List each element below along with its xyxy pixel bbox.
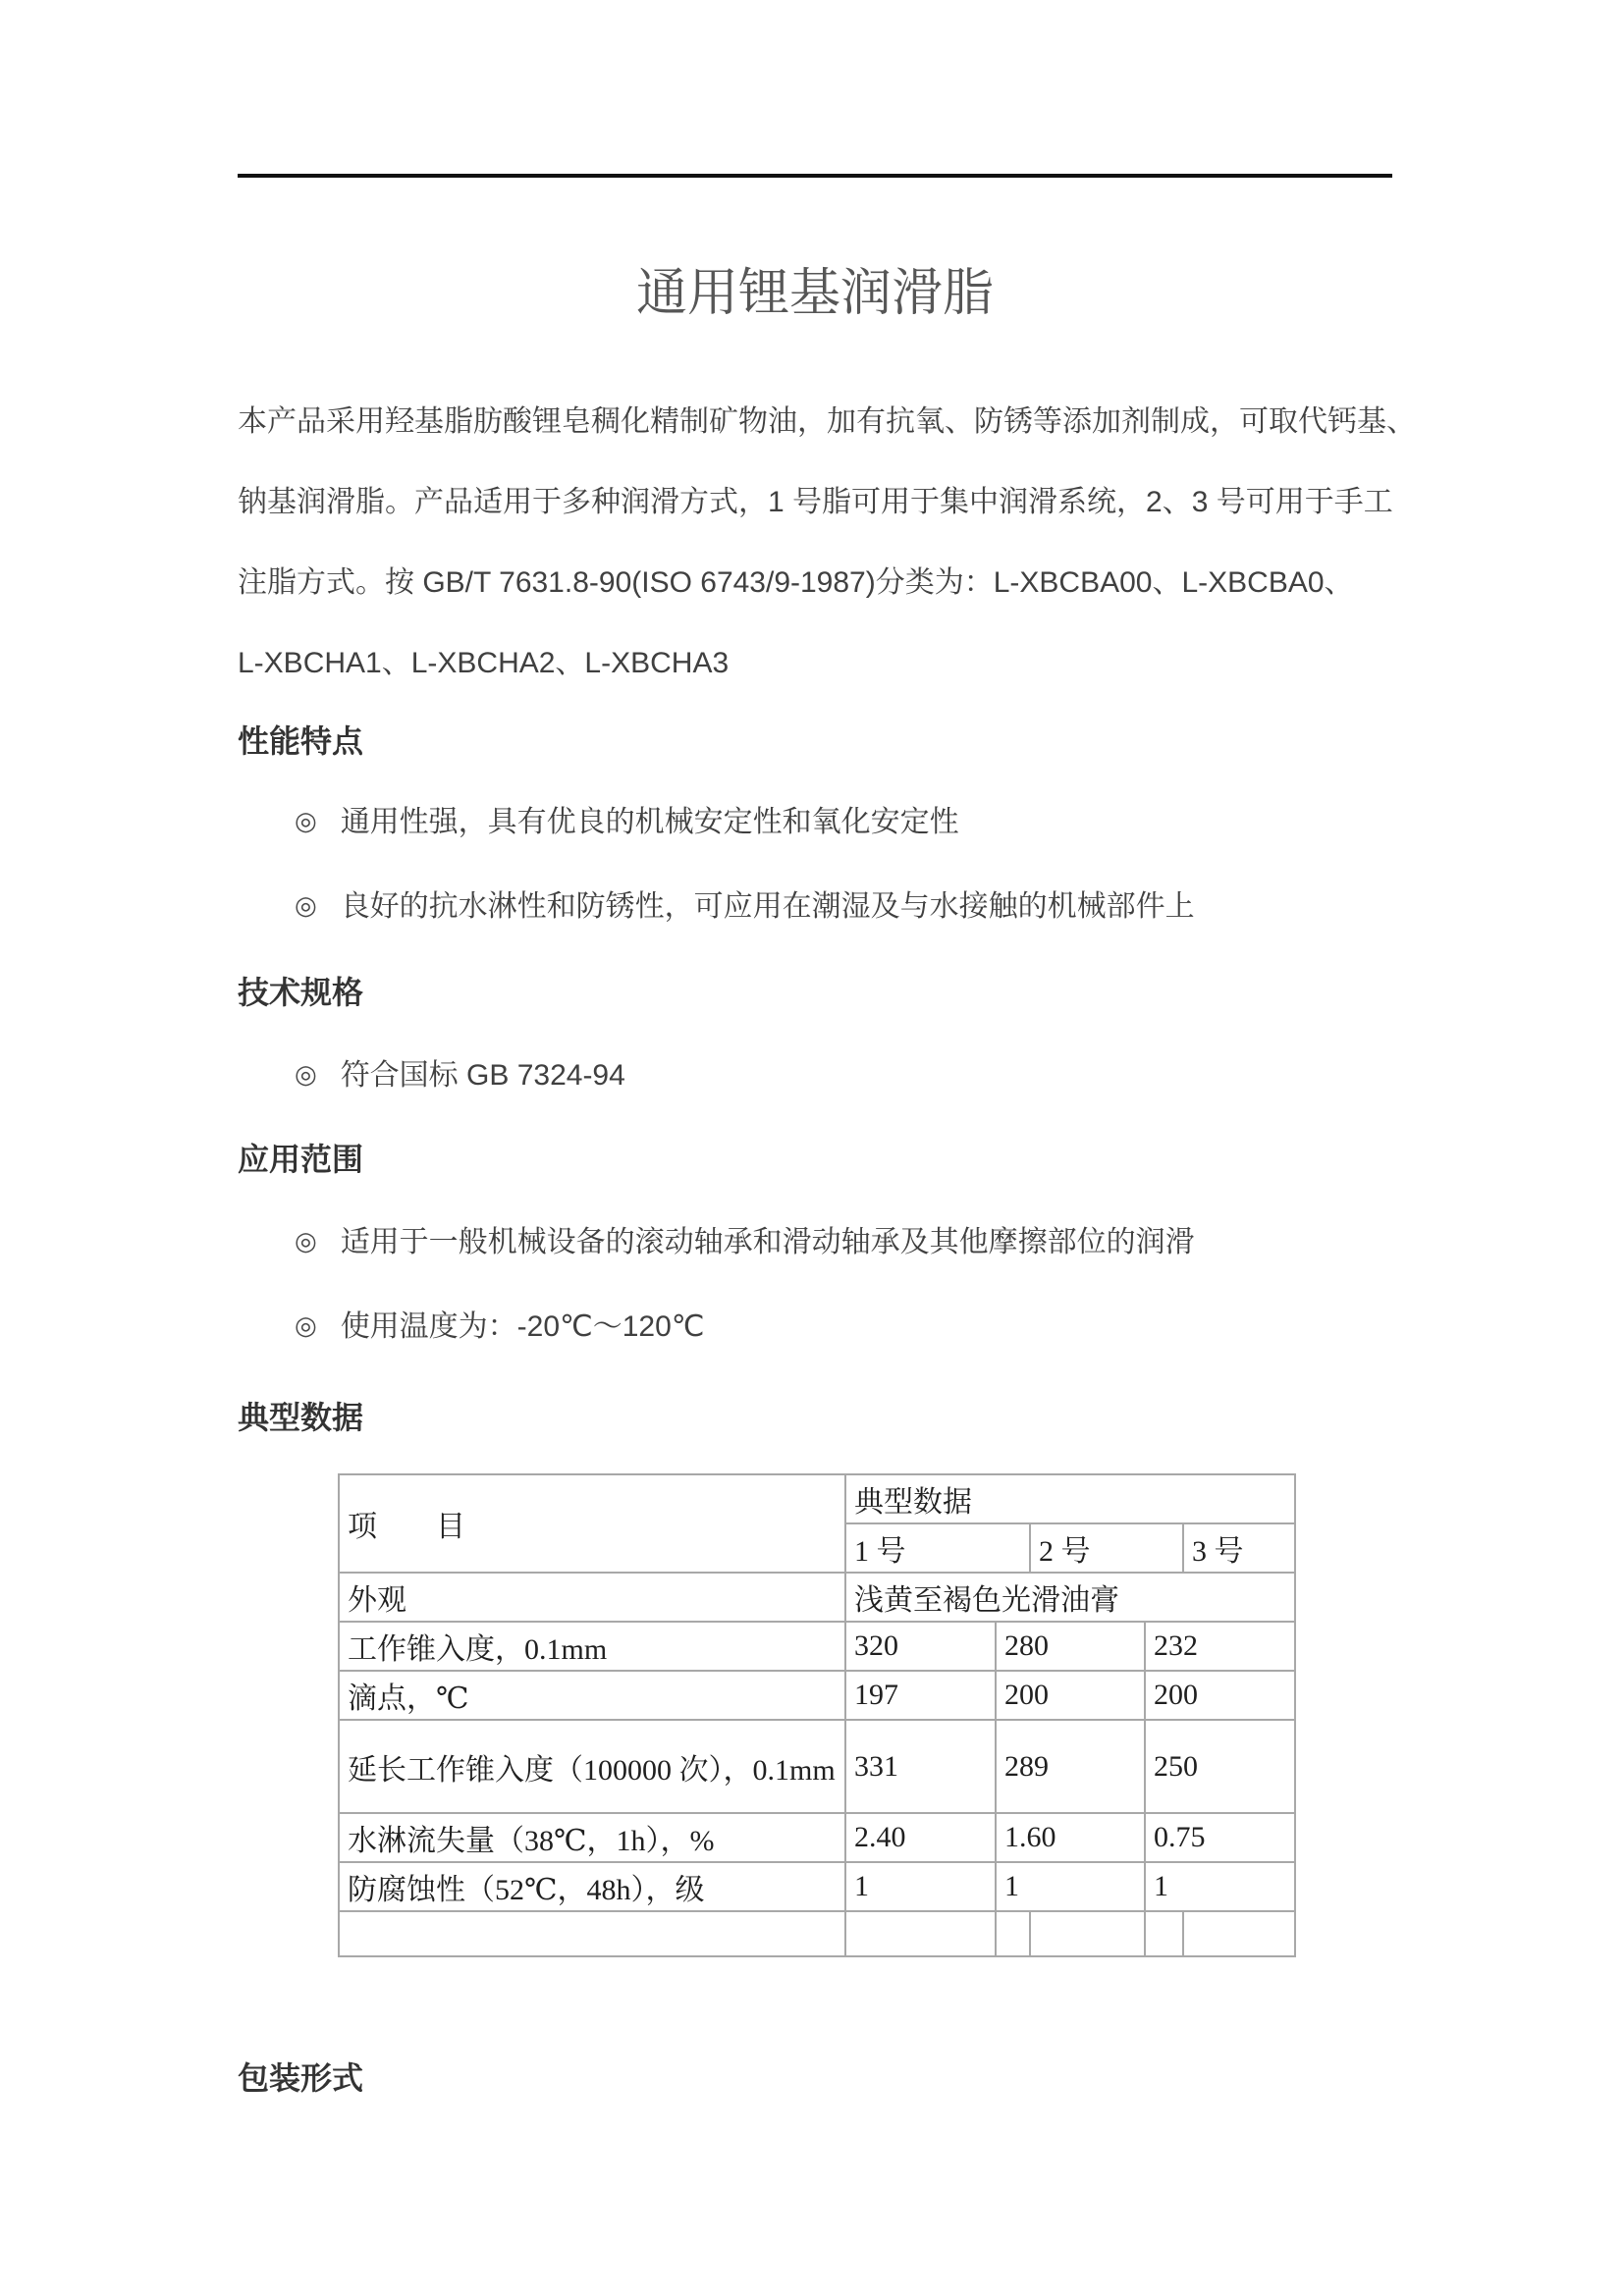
row-value: 280 (996, 1622, 1145, 1671)
intro-line: 钠基润滑脂。产品适用于多种润滑方式，1 号脂可用于集中润滑系统，2、3 号可用于手工 (238, 486, 1393, 518)
row-value: 2.40 (845, 1813, 996, 1862)
row-value: 1 (1145, 1862, 1295, 1911)
table-header-item: 项 目 (339, 1474, 845, 1573)
table-row-appearance (339, 1573, 1295, 1622)
table-header-grade-1: 1 号 (845, 1523, 1030, 1573)
empty-cell (996, 1911, 1030, 1956)
bullet-marker-icon: ◎ (295, 806, 317, 835)
section-heading-spec: 技术规格 (238, 975, 364, 1010)
row-label: 工作锥入度，0.1mm (339, 1622, 845, 1671)
row-label: 延长工作锥入度（100000 次），0.1mm (339, 1720, 845, 1813)
empty-cell (1145, 1911, 1183, 1956)
section-heading-application: 应用范围 (238, 1142, 364, 1177)
row-value: 1 (845, 1862, 996, 1911)
table-header-row-1 (339, 1474, 1295, 1523)
row-label: 水淋流失量（38℃，1h），% (339, 1813, 845, 1862)
bullet-item (238, 882, 1428, 932)
top-horizontal-rule (238, 174, 1392, 178)
bullet-text: 适用于一般机械设备的滚动轴承和滑动轴承及其他摩擦部位的润滑 (340, 1226, 1195, 1258)
bullet-item (238, 1051, 1428, 1100)
row-label: 外观 (339, 1573, 845, 1622)
row-value: 1.60 (996, 1813, 1145, 1862)
typical-data-table (338, 1473, 1296, 1957)
row-value: 320 (845, 1622, 996, 1671)
row-value: 331 (845, 1720, 996, 1813)
table-row (339, 1862, 1295, 1911)
empty-cell (845, 1911, 996, 1956)
bullet-text: 良好的抗水淋性和防锈性，可应用在潮湿及与水接触的机械部件上 (340, 890, 1195, 923)
bullet-text: 通用性强，具有优良的机械安定性和氧化安定性 (340, 806, 959, 838)
bullet-item (238, 798, 1428, 847)
document-title: 通用锂基润滑脂 (635, 265, 994, 322)
intro-paragraph (238, 382, 1428, 704)
table-header-grade-2: 2 号 (1030, 1523, 1183, 1573)
bullet-item (238, 1303, 1428, 1352)
row-value: 1 (996, 1862, 1145, 1911)
table-row (339, 1720, 1295, 1813)
row-value: 200 (1145, 1671, 1295, 1720)
row-value: 197 (845, 1671, 996, 1720)
section-heading-typical-data: 典型数据 (238, 1400, 364, 1435)
row-value: 232 (1145, 1622, 1295, 1671)
section-heading-packaging: 包装形式 (238, 2060, 364, 2096)
row-value: 200 (996, 1671, 1145, 1720)
bullet-text: 使用温度为：-20℃～120℃ (340, 1310, 705, 1343)
intro-line: 本产品采用羟基脂肪酸锂皂稠化精制矿物油，加有抗氧、防锈等添加剂制成，可取代钙基、 (238, 405, 1416, 438)
bullet-marker-icon: ◎ (295, 890, 317, 920)
table-row (339, 1622, 1295, 1671)
row-value: 250 (1145, 1720, 1295, 1813)
row-label: 防腐蚀性（52℃，48h），级 (339, 1862, 845, 1911)
table-row (339, 1671, 1295, 1720)
bullet-marker-icon: ◎ (295, 1310, 317, 1340)
section-heading-performance: 性能特点 (238, 723, 364, 759)
bullet-marker-icon: ◎ (295, 1059, 317, 1089)
bullet-text: 符合国标 GB 7324-94 (340, 1059, 625, 1092)
empty-cell (339, 1911, 845, 1956)
intro-line: L-XBCHA1、L-XBCHA2、L-XBCHA3 (238, 647, 730, 679)
row-merged-value: 浅黄至褐色光滑油膏 (845, 1573, 1295, 1622)
row-value: 289 (996, 1720, 1145, 1813)
empty-cell (1183, 1911, 1295, 1956)
empty-cell (1030, 1911, 1145, 1956)
table-row (339, 1813, 1295, 1862)
table-header-grade-3: 3 号 (1183, 1523, 1295, 1573)
table-empty-row (339, 1911, 1295, 1956)
row-label: 滴点，℃ (339, 1671, 845, 1720)
intro-line: 注脂方式。按 GB/T 7631.8-90(ISO 6743/9-1987)分类为：L-XBCBA00、L-XBCBA0、 (238, 566, 1354, 599)
document-content (0, 174, 1624, 2100)
row-value: 0.75 (1145, 1813, 1295, 1862)
bullet-marker-icon: ◎ (295, 1226, 317, 1255)
bullet-item (238, 1218, 1428, 1267)
table-header-group: 典型数据 (845, 1474, 1295, 1523)
